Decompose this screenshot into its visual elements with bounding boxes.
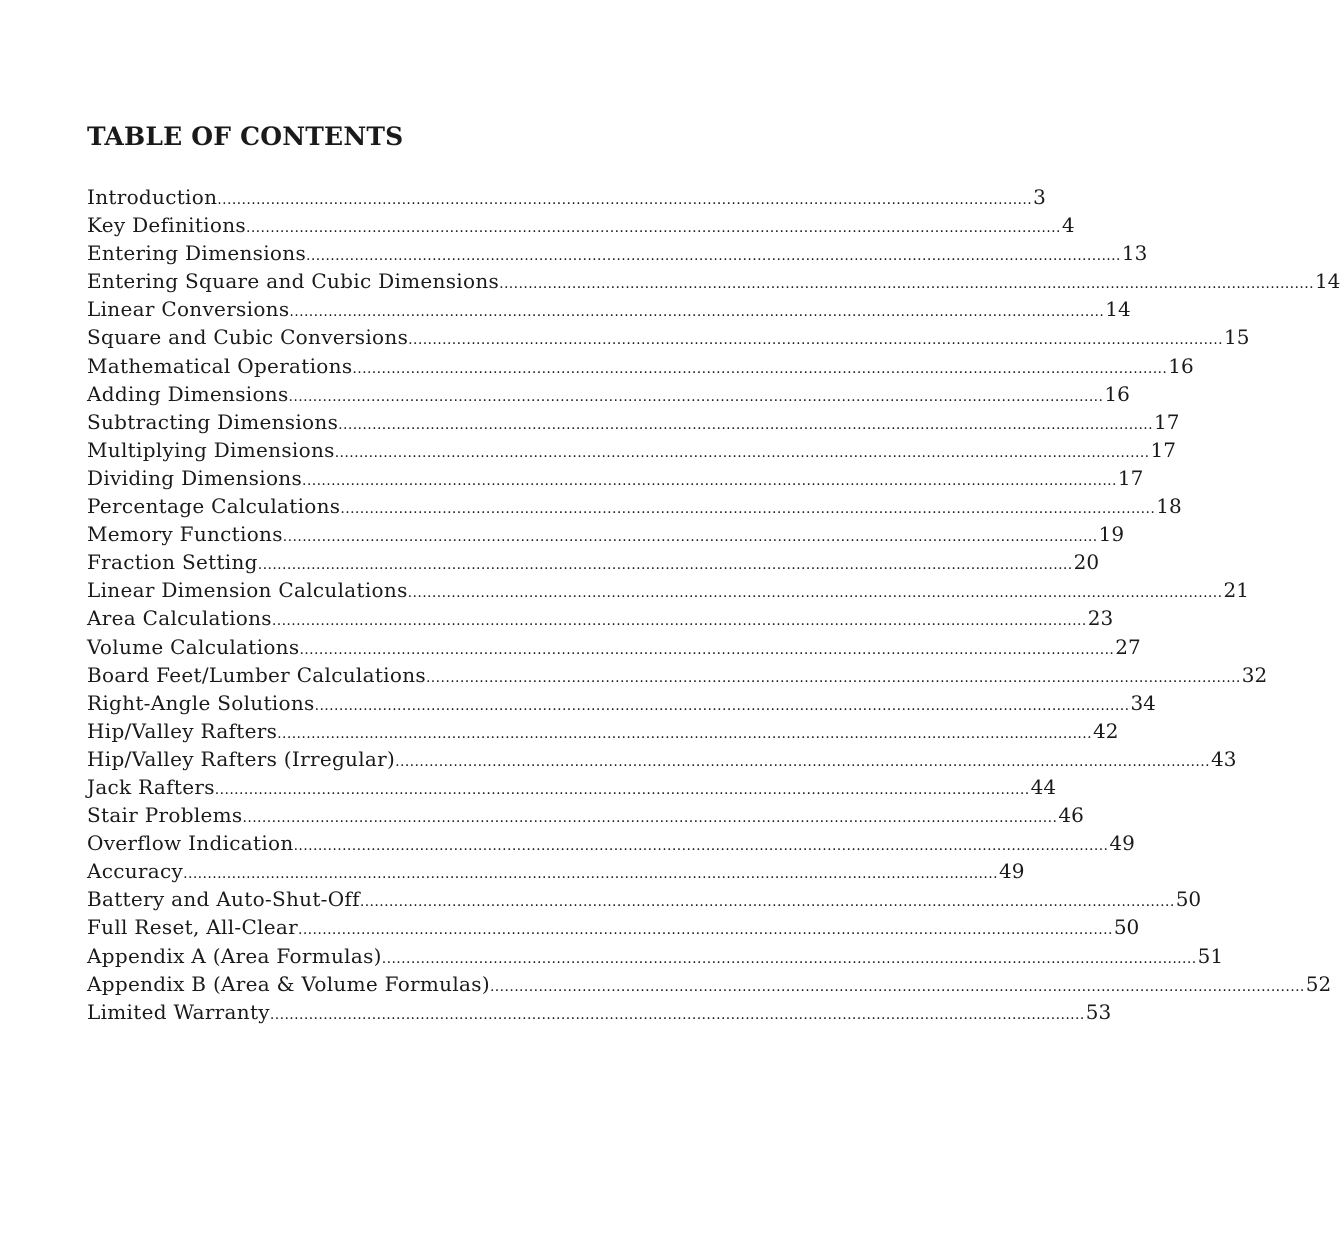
toc-dot-leader: ........................................................................................................................................................................: [288, 388, 1104, 405]
toc-entry: [87, 689, 1156, 717]
toc-entry: [87, 548, 1100, 576]
toc-entry-label: Square and Cubic Conversions: [87, 325, 409, 350]
toc-page-number: 17: [1154, 409, 1180, 434]
toc-dot-leader: ........................................................................................................................................................................: [302, 472, 1117, 489]
toc-dot-leader: ........................................................................................................................................................................: [242, 810, 1058, 827]
toc-entry: [87, 576, 1249, 604]
toc-page-number: 16: [1104, 381, 1130, 406]
toc-entry: [87, 408, 1180, 436]
toc-entry: [87, 380, 1130, 408]
toc-entry-label: Key Definitions: [87, 213, 246, 238]
toc-entry-label: Volume Calculations: [87, 634, 300, 659]
toc-dot-leader: ........................................................................................................................................................................: [257, 557, 1073, 574]
toc-entry: [87, 239, 1148, 267]
toc-entry-label: Appendix A (Area Formulas): [87, 943, 382, 968]
toc-entry: [87, 913, 1140, 941]
toc-entry-label: Appendix B (Area & Volume Formulas): [87, 971, 490, 996]
toc-entry-label: Full Reset, All-Clear: [87, 915, 298, 940]
toc-page-number: 23: [1087, 606, 1114, 631]
toc-page-number: 49: [1109, 831, 1135, 856]
toc-page-number: 4: [1061, 213, 1075, 238]
toc-page-number: 50: [1113, 915, 1140, 940]
toc-dot-leader: ........................................................................................................................................................................: [359, 894, 1175, 911]
toc-dot-leader: ........................................................................................................................................................................: [277, 725, 1092, 742]
toc-entry: [87, 801, 1084, 829]
toc-dot-leader: ........................................................................................................................................................................: [352, 360, 1168, 377]
toc-entry-label: Dividing Dimensions: [87, 465, 303, 490]
toc-entry: [87, 520, 1125, 548]
page-title: TABLE OF CONTENTS: [87, 122, 404, 151]
toc-page-number: 50: [1175, 887, 1202, 912]
toc-entry-label: Hip/Valley Rafters (Irregular): [87, 746, 396, 771]
toc-entry: [87, 604, 1114, 632]
toc-page-number: 13: [1121, 241, 1148, 266]
toc-entry: [87, 745, 1237, 773]
toc-entry: [87, 829, 1135, 857]
toc-page-number: 15: [1223, 325, 1250, 350]
toc-dot-leader: ........................................................................................................................................................................: [407, 585, 1223, 602]
toc-page-number: 14: [1314, 269, 1340, 294]
toc-page-number: 46: [1058, 803, 1084, 828]
toc-page-number: 52: [1305, 971, 1332, 996]
toc-entry: [87, 998, 1112, 1026]
toc-entry-label: Battery and Auto-Shut-Off: [87, 887, 360, 912]
toc-dot-leader: ........................................................................................................................................................................: [214, 781, 1030, 798]
toc-entry-label: Right-Angle Solutions: [87, 690, 315, 715]
toc-entry-label: Accuracy: [87, 859, 184, 884]
toc-dot-leader: ........................................................................................................................................................................: [499, 276, 1314, 293]
toc-page-number: 19: [1098, 522, 1125, 547]
toc-dot-leader: ........................................................................................................................................................................: [338, 416, 1153, 433]
toc-page-number: 51: [1197, 943, 1224, 968]
toc-page-number: 18: [1156, 494, 1182, 519]
toc-page-number: 43: [1210, 746, 1237, 771]
toc-entry: [87, 211, 1075, 239]
toc-dot-leader: ........................................................................................................................................................................: [299, 641, 1115, 658]
toc-page-number: 3: [1033, 185, 1046, 209]
toc-entry-label: Multiplying Dimensions: [87, 437, 335, 462]
toc-entry: [87, 773, 1057, 801]
toc-entry-label: Hip/Valley Rafters: [87, 718, 278, 743]
toc-entry-label: Limited Warranty: [87, 999, 270, 1024]
toc-entry-label: Subtracting Dimensions: [87, 409, 339, 434]
toc-page-number: 44: [1030, 774, 1057, 799]
toc-page-number: 53: [1085, 999, 1112, 1024]
toc-dot-leader: ........................................................................................................................................................................: [293, 838, 1109, 855]
toc-entry: [87, 717, 1119, 745]
toc-page-number: 32: [1241, 662, 1268, 687]
toc-page-number: 34: [1130, 690, 1156, 715]
toc-page-number: 21: [1223, 578, 1249, 603]
toc-entry-label: Entering Square and Cubic Dimensions: [87, 269, 500, 294]
toc-entry: [87, 970, 1332, 998]
toc-entry-label: Jack Rafters: [87, 774, 215, 799]
toc-entry-label: Area Calculations: [87, 606, 272, 631]
toc-dot-leader: ........................................................................................................................................................................: [271, 613, 1087, 630]
toc-page-number: 27: [1115, 634, 1141, 659]
toc-entry: [87, 492, 1182, 520]
toc-page-number: 14: [1105, 297, 1131, 322]
toc-dot-leader: ........................................................................................................................................................................: [282, 529, 1098, 546]
toc-dot-leader: ........................................................................................................................................................................: [340, 501, 1156, 518]
toc-entry: [87, 295, 1131, 323]
toc-dot-leader: ........................................................................................................................................................................: [314, 697, 1130, 714]
toc-entry-label: Linear Dimension Calculations: [87, 578, 408, 603]
toc-entry-label: Memory Functions: [87, 522, 283, 547]
toc-entry-label: Overflow Indication: [87, 831, 294, 856]
toc-entry: [87, 323, 1250, 351]
toc-dot-leader: ........................................................................................................................................................................: [297, 922, 1113, 939]
toc-dot-leader: ........................................................................................................................................................................: [245, 220, 1061, 237]
toc-dot-leader: ........................................................................................................................................................................: [381, 950, 1197, 967]
toc-entry-label: Stair Problems: [87, 803, 243, 828]
toc-page-number: 17: [1117, 465, 1144, 490]
toc-entry-label: Linear Conversions: [87, 297, 290, 322]
toc-page-number: 49: [998, 859, 1025, 884]
toc-entry-label: Percentage Calculations: [87, 494, 341, 519]
toc-dot-leader: ........................................................................................................................................................................: [183, 866, 998, 883]
toc-dot-leader: ........................................................................................................................................................................: [269, 1006, 1085, 1023]
toc-entry: [87, 183, 1046, 211]
toc-entry-label: Mathematical Operations: [87, 353, 353, 378]
toc-entry-label: Adding Dimensions: [87, 381, 289, 406]
toc-entry: [87, 885, 1202, 913]
toc-entry-label: Introduction: [87, 185, 218, 209]
toc-entry: [87, 464, 1144, 492]
toc-entry-label: Fraction Setting: [87, 550, 258, 575]
toc-entry: [87, 661, 1268, 689]
toc-entry: [87, 267, 1340, 295]
toc-dot-leader: ........................................................................................................................................................................: [395, 753, 1210, 770]
toc-entry: [87, 436, 1176, 464]
toc-entry-label: Entering Dimensions: [87, 241, 307, 266]
toc-page-number: 16: [1168, 353, 1194, 378]
table-of-contents-list: [87, 183, 1340, 1026]
toc-entry: [87, 352, 1194, 380]
toc-dot-leader: ........................................................................................................................................................................: [408, 332, 1223, 349]
toc-page-number: 17: [1150, 437, 1176, 462]
toc-entry-label: Board Feet/Lumber Calculations: [87, 662, 426, 687]
toc-dot-leader: ........................................................................................................................................................................: [306, 248, 1121, 265]
toc-entry: [87, 633, 1141, 661]
toc-dot-leader: ........................................................................................................................................................................: [489, 978, 1305, 995]
toc-entry: [87, 942, 1224, 970]
toc-entry: [87, 857, 1025, 885]
toc-dot-leader: ........................................................................................................................................................................: [289, 304, 1105, 321]
toc-dot-leader: ........................................................................................................................................................................: [334, 444, 1150, 461]
toc-page-number: 42: [1092, 718, 1119, 743]
toc-page-number: 20: [1073, 550, 1100, 575]
toc-dot-leader: ........................................................................................................................................................................: [217, 192, 1033, 208]
toc-dot-leader: ........................................................................................................................................................................: [425, 669, 1241, 686]
